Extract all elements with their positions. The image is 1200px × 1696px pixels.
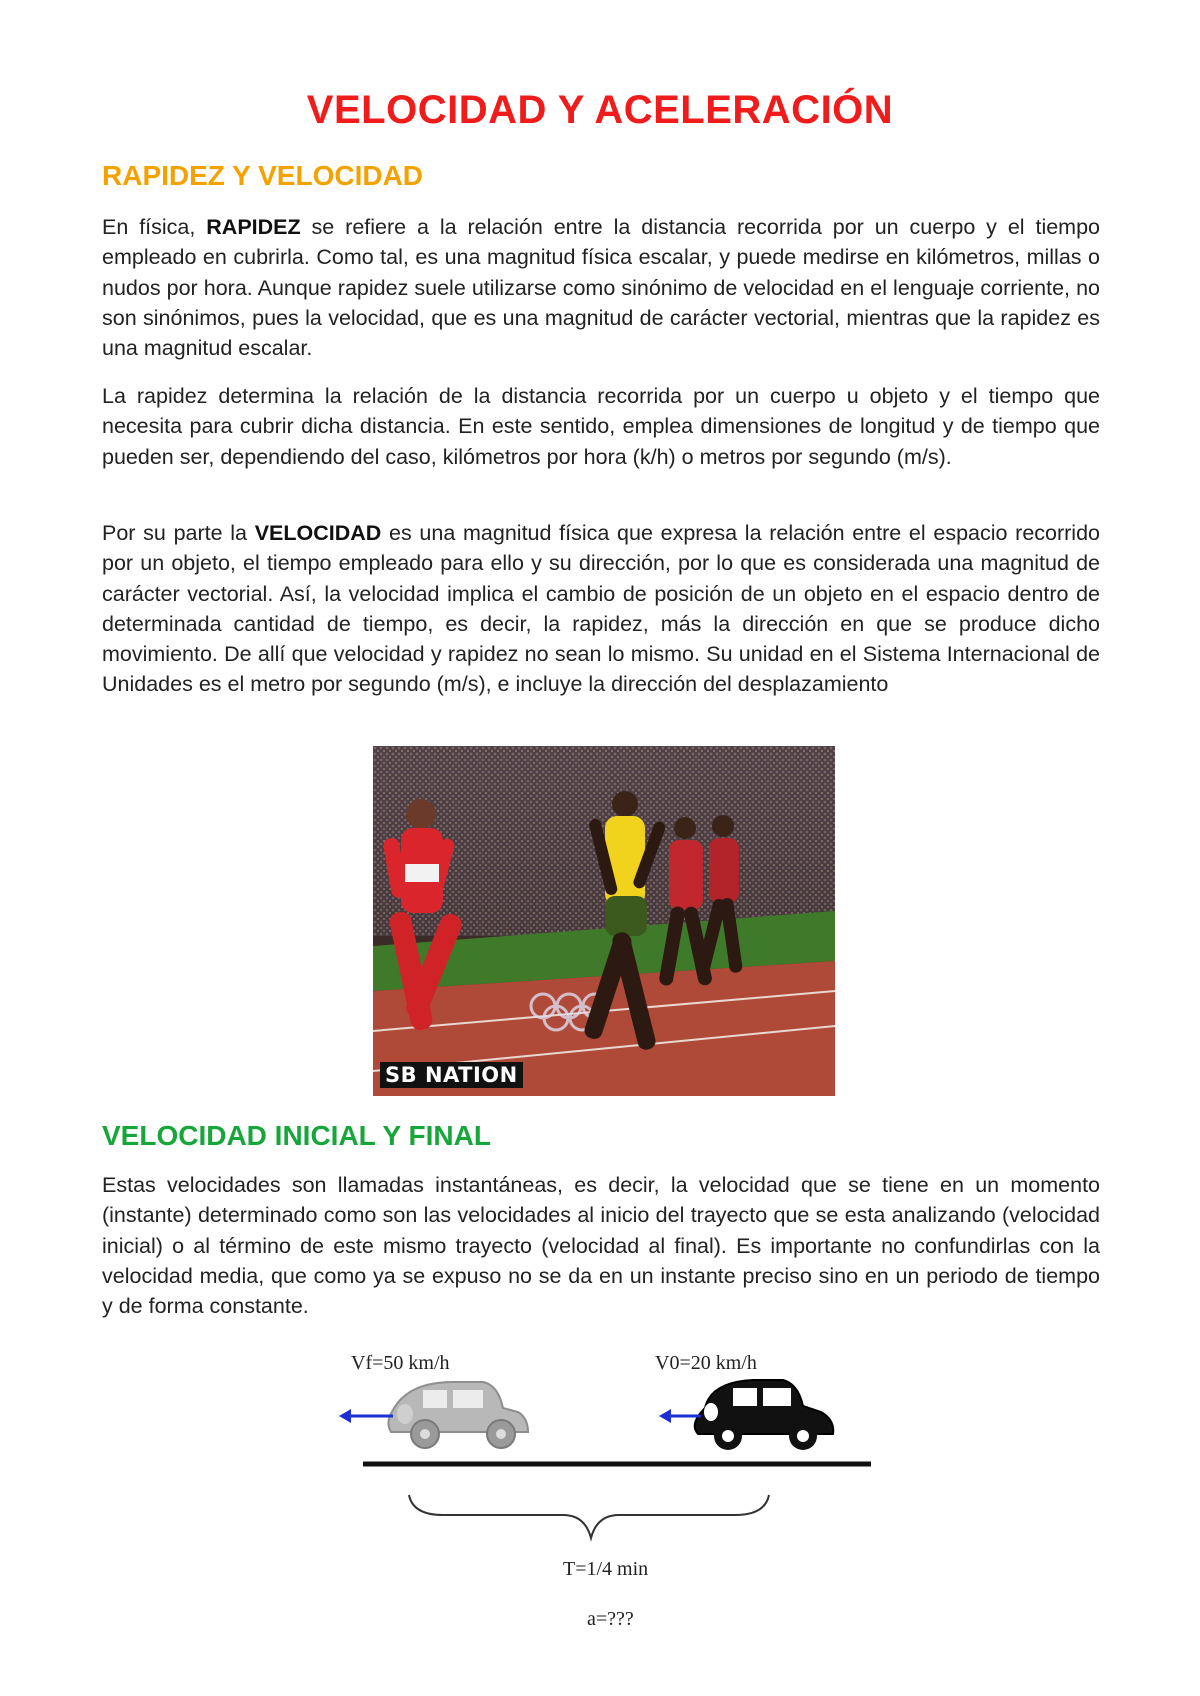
gray-car-icon [388,1382,528,1448]
final-velocity-label: Vf=50 km/h [351,1352,450,1374]
paragraph-text: Por su parte la [102,521,255,545]
paragraph-rapidez-units: La rapidez determina la relación de la distancia recorrida por un cuerpo u objeto y el tiempo que necesita para cubrir dicha distancia. En este sentido, emplea dimensiones de longitud y de tiempo que pueden ser, dependiendo del caso, kilómetros por hora (k/h) o metros por segundo (m/s). [102,384,1100,469]
initial-velocity-label: V0=20 km/h [655,1352,757,1374]
sprinters-photo [373,746,835,1096]
term-velocidad: VELOCIDAD [254,521,382,545]
time-label: T=1/4 min [563,1558,649,1580]
section-heading-velocidad-inicial-final: VELOCIDAD INICIAL Y FINAL [102,1120,491,1151]
page-title: VELOCIDAD Y ACELERACIÓN [306,88,894,132]
paragraph-velocidades-instantaneas: Estas velocidades son llamadas instantáneas, es decir, la velocidad que se tiene en un momento (instante) determinado como son las velocidades al inicio del trayecto que se esta analizando (velocidad inicial) o al término de este mismo trayecto (velocidad al final). Es importante no confundirlas con la velocidad media, que como ya se expuso no se da en un instante preciso sino en un periodo de tiempo y de forma constante. [102,1173,1100,1319]
acceleration-label: a=??? [587,1608,634,1630]
paragraph-rapidez [102,212,1100,363]
paragraph-text: En física, [102,215,207,239]
sprinters-illustration [373,746,835,1096]
section-heading-rapidez: RAPIDEZ Y VELOCIDAD [102,160,424,191]
final-velocity-arrow-icon [339,1409,393,1423]
paragraph-text: es una magnitud física que expresa la relación entre el espacio recorrido por un objeto, el tiempo empleado para ello y su dirección, por lo que es considerada una magnitud de carácter vectorial. Así, la velocidad implica el cambio de posición de un objeto en el espacio dentro de determinada cantidad de tiempo, es decir, la rapidez, más la dirección en que se produce dicho movimiento. De allí que velocidad y rapidez no sean lo mismo. Su unidad en el Sistema Internacional de Unidades es el metro por segundo (m/s), e incluye la dirección del desplazamiento [102,521,1100,697]
paragraph-text: se refiere a la relación entre la distancia recorrida por un cuerpo y el tiempo empleado en cubrirla. Como tal, es una magnitud física escalar, y puede medirse en kilómetros, millas o nudos por hora. Aunque rapidez suele utilizarse como sinónimo de velocidad en el lenguaje corriente, no son sinónimos, pues la velocidad, que es una magnitud de carácter vectorial, mientras que la rapidez es una magnitud escalar. [102,215,1100,361]
diagram-drawing [333,1340,873,1660]
sbnation-watermark: SB NATION [380,1062,523,1088]
black-car-icon [695,1380,833,1450]
term-rapidez: RAPIDEZ [206,215,301,239]
time-interval-brace [409,1495,769,1538]
car-velocity-diagram [333,1340,873,1660]
paragraph-velocidad [102,518,1100,700]
